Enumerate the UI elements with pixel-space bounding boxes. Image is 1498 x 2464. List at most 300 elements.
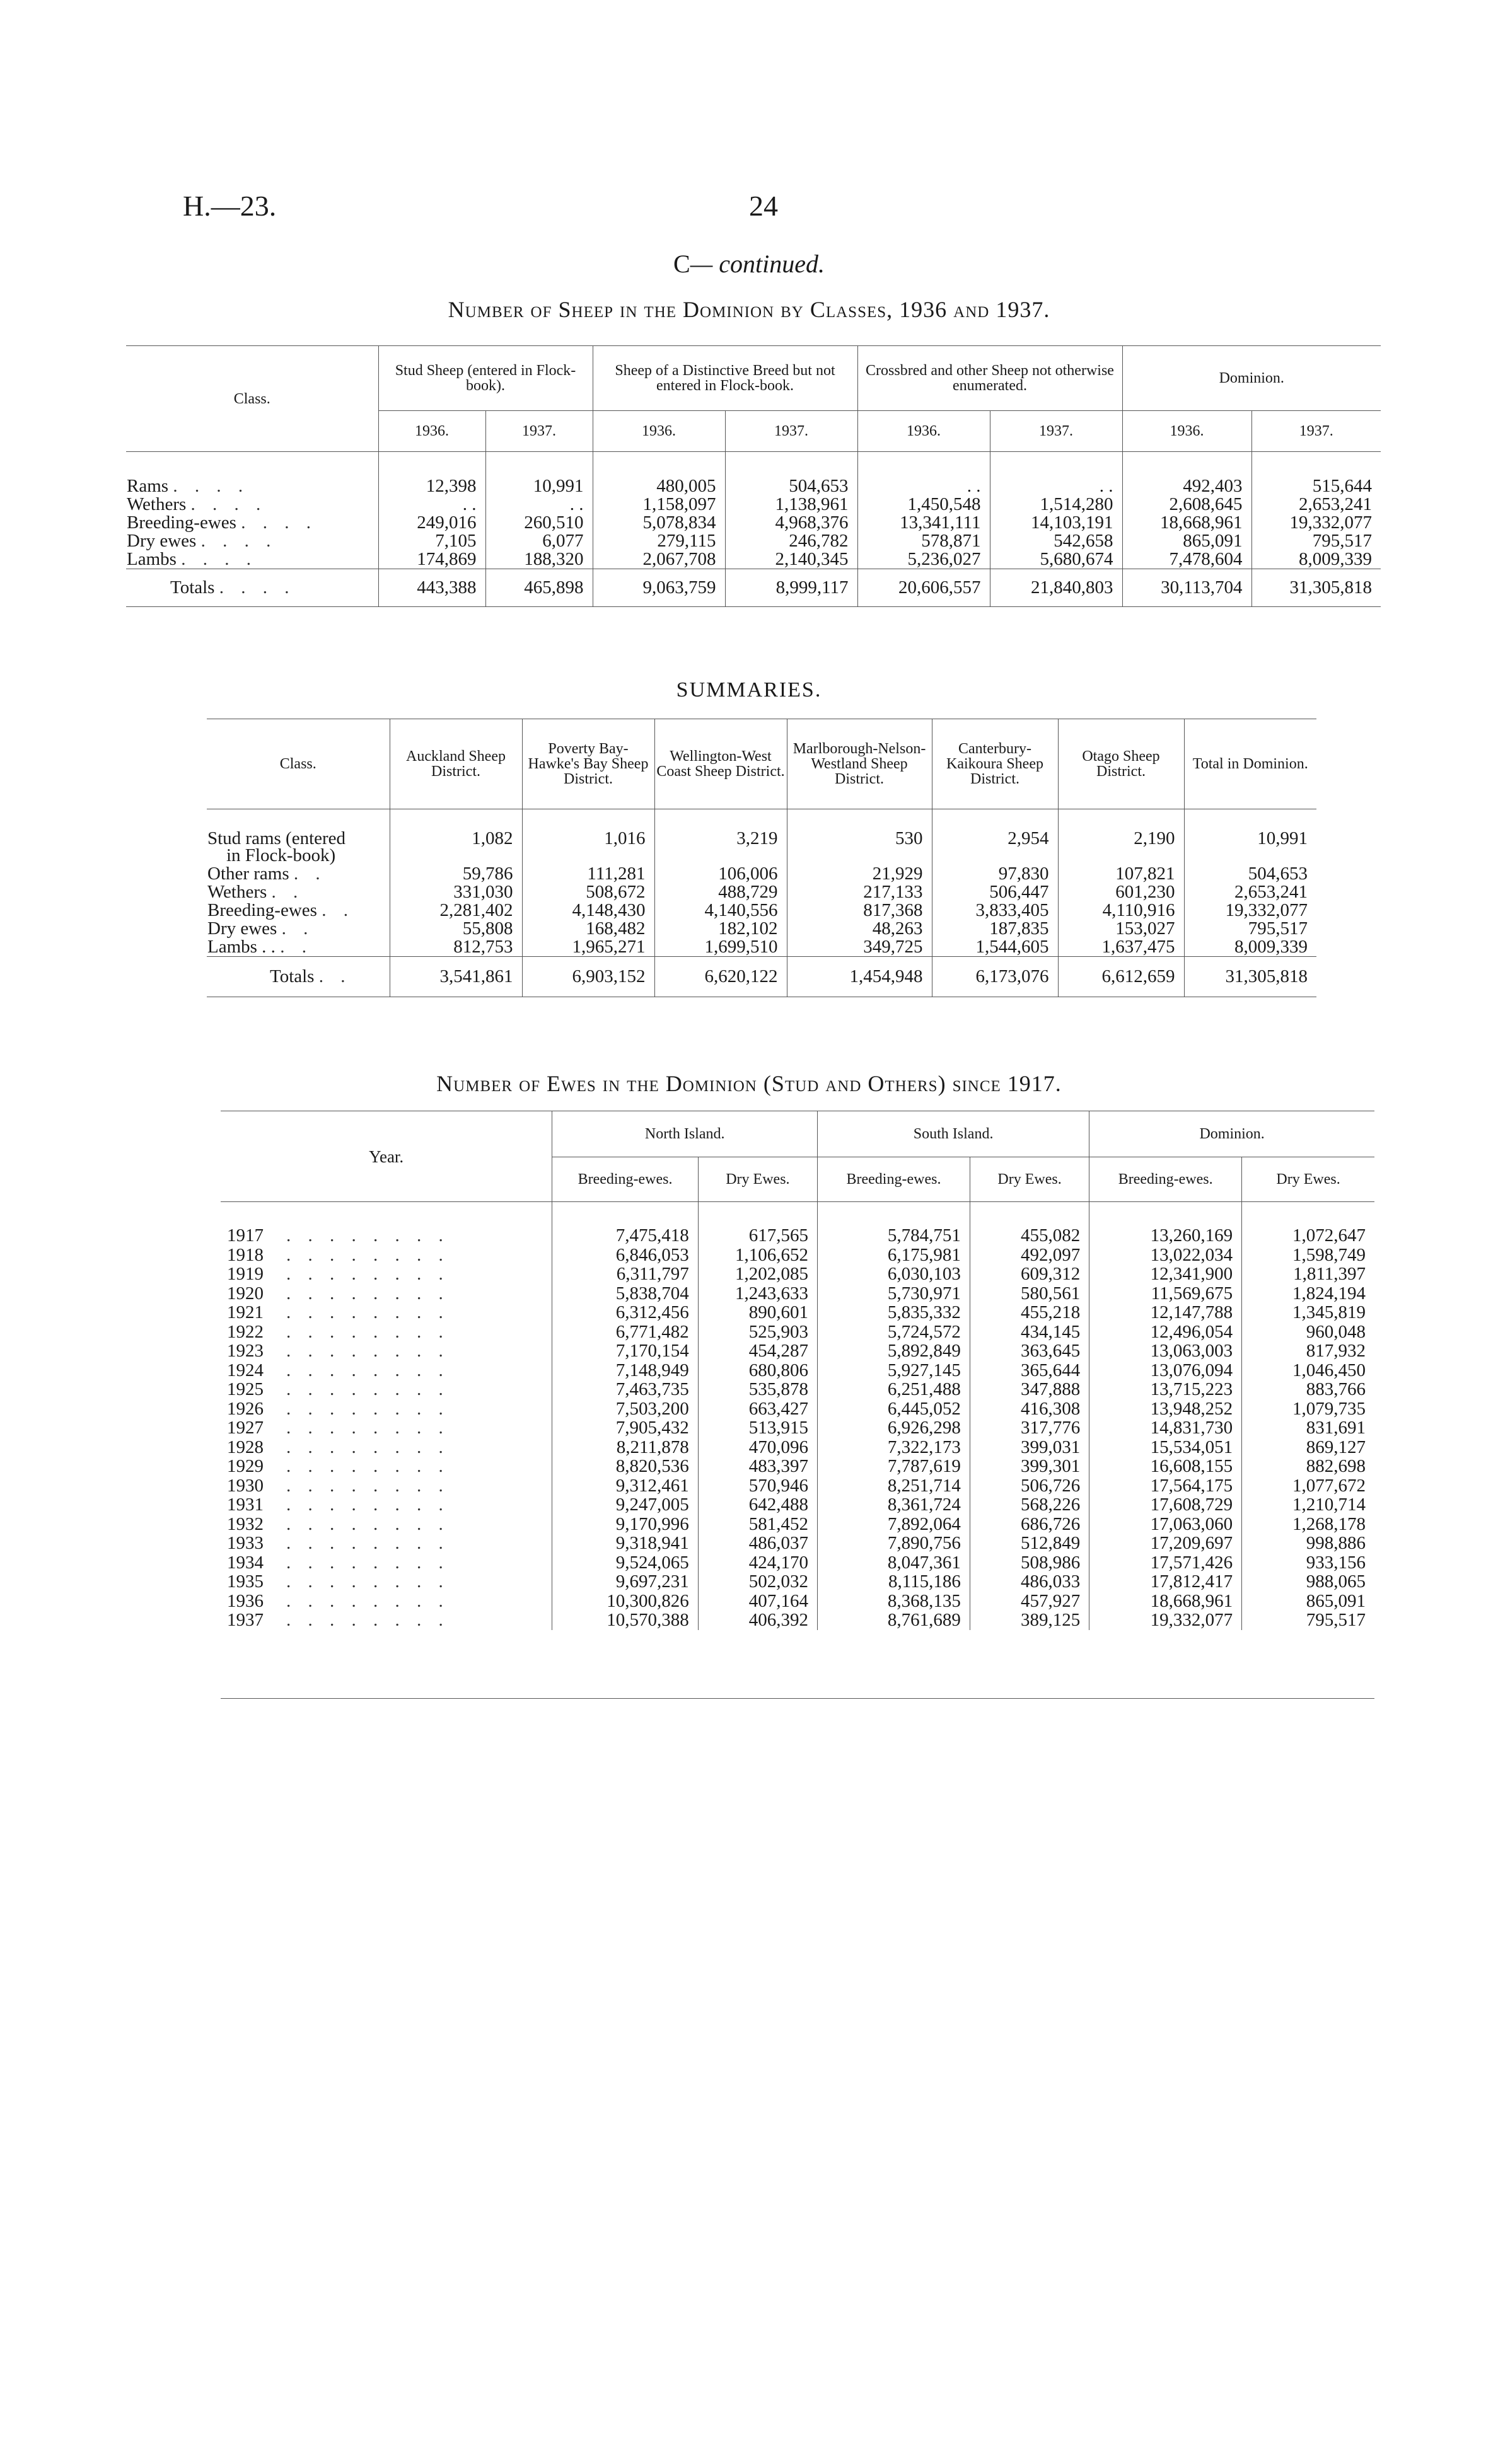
row-label-continued: in Flock-book) [226,845,336,865]
total-cell: 21,840,803 [990,569,1122,607]
cell: 17,209,697 [1089,1534,1242,1553]
cell: 21,929 [787,865,932,883]
cell: 9,697,231 [552,1572,698,1592]
cell: 454,287 [698,1341,817,1361]
group-header: Dominion. [1122,346,1381,411]
cell: 9,170,996 [552,1515,698,1534]
cell: 883,766 [1242,1380,1374,1399]
table-row [221,1553,1374,1573]
year-label: 1919 [227,1264,264,1284]
table-bottom-rule [221,1698,1374,1699]
total-cell: 465,898 [485,569,593,607]
cell: 7,105 [378,532,485,550]
cell: 246,782 [725,532,857,550]
cell: 7,890,756 [818,1534,970,1553]
year-label: 1917 [227,1225,264,1246]
district-header: Wellington-West Coast Sheep District. [654,719,787,809]
year-label: 1931 [227,1495,264,1515]
group-header: South Island. [818,1111,1089,1157]
cell: 12,341,900 [1089,1264,1242,1284]
cell: 581,452 [698,1515,817,1534]
cell: 19,332,077 [1184,901,1316,920]
cell: 1,079,735 [1242,1399,1374,1419]
cell: 882,698 [1242,1457,1374,1476]
section-heading [0,249,1498,279]
cell: 13,022,034 [1089,1246,1242,1265]
cell: 174,869 [378,550,485,569]
cell: 4,968,376 [725,514,857,532]
cell: 434,145 [970,1322,1089,1342]
table-row [221,1380,1374,1399]
year-header: 1936. [378,411,485,452]
cell: 18,668,961 [1122,514,1251,532]
cell: 424,170 [698,1553,817,1573]
cell: 2,653,241 [1184,883,1316,901]
row-label: Lambs . . [207,937,276,957]
cell: 2,608,645 [1122,495,1251,514]
cell: 15,534,051 [1089,1438,1242,1457]
leader-dots: . . [271,882,305,902]
cell: . . [485,495,593,514]
cell: 2,140,345 [725,550,857,569]
cell: 12,496,054 [1089,1322,1242,1342]
year-label: 1935 [227,1571,264,1592]
cell: 8,761,689 [818,1611,970,1630]
cell: 19,332,077 [1251,514,1381,532]
row-label: Dry ewes [207,918,277,939]
table-row [207,830,1316,865]
cell: 817,368 [787,901,932,920]
cell: 7,322,173 [818,1438,970,1457]
cell: 2,954 [932,830,1058,865]
cell: 578,871 [857,532,990,550]
cell: 1,016 [522,830,654,865]
row-label: Rams [127,476,169,496]
cell: 504,653 [1184,865,1316,883]
cell: 1,637,475 [1058,938,1184,957]
cell: 7,170,154 [552,1341,698,1361]
leader-dots: . . . . . . . . [286,1552,450,1573]
cell: 13,260,169 [1089,1226,1242,1246]
leader-dots: . . [322,900,354,920]
sheep-by-class-table [126,345,1381,607]
cell: 14,831,730 [1089,1418,1242,1438]
leader-dots: . . . . [200,531,277,551]
cell: . . [378,495,485,514]
year-label: 1926 [227,1398,264,1419]
cell: 480,005 [593,477,725,495]
year-label: 1924 [227,1360,264,1380]
cell: 508,672 [522,883,654,901]
leader-dots: . . . . . . . . [286,1571,450,1592]
leader-dots: . . . . . . . . [286,1398,450,1419]
table-row [126,550,1381,569]
year-label: 1933 [227,1533,264,1553]
leader-dots: . . . . . . . . [286,1264,450,1284]
row-label: Stud rams (entered [207,828,346,848]
row-label: Breeding-ewes [207,900,317,920]
cell: 17,063,060 [1089,1515,1242,1534]
cell: 1,699,510 [654,938,787,957]
cell: 890,601 [698,1303,817,1322]
cell: 13,948,252 [1089,1399,1242,1419]
totals-label: Totals [170,577,215,598]
cell: 580,561 [970,1284,1089,1304]
cell: 508,986 [970,1553,1089,1573]
cell: 506,726 [970,1476,1089,1496]
cell: 8,361,724 [818,1495,970,1515]
row-label: Breeding-ewes [127,512,236,533]
cell: 6,251,488 [818,1380,970,1399]
cell: 17,608,729 [1089,1495,1242,1515]
cell: 988,065 [1242,1572,1374,1592]
column-header: Breeding-ewes. [552,1157,698,1202]
year-label: 1934 [227,1552,264,1573]
totals-row [126,569,1381,607]
cell: 12,147,788 [1089,1303,1242,1322]
cell: 1,965,271 [522,938,654,957]
table-row [221,1284,1374,1304]
cell: 865,091 [1122,532,1251,550]
cell: 182,102 [654,920,787,938]
cell: 3,833,405 [932,901,1058,920]
leader-dots: . . . . . . . . [286,1610,450,1630]
summaries-table [207,719,1316,997]
table-row [207,865,1316,883]
leader-dots: . . . . . . . . [286,1360,450,1380]
district-header: Total in Dominion. [1184,719,1316,809]
year-label: 1936 [227,1590,264,1611]
cell: 869,127 [1242,1438,1374,1457]
cell: 217,133 [787,883,932,901]
cell: 6,846,053 [552,1246,698,1265]
cell: 8,820,536 [552,1457,698,1476]
cell: 16,608,155 [1089,1457,1242,1476]
table-row [221,1361,1374,1380]
row-label: Other rams [207,864,289,884]
class-header: Class. [279,756,316,772]
cell: 1,811,397 [1242,1264,1374,1284]
row-label: Dry ewes [127,531,197,551]
cell: 795,517 [1251,532,1381,550]
summaries-title: SUMMARIES. [676,678,822,702]
leader-dots: . . . . . . . . [286,1533,450,1553]
cell: 13,715,223 [1089,1380,1242,1399]
cell: 399,301 [970,1457,1089,1476]
table-row [126,477,1381,495]
cell: 260,510 [485,514,593,532]
cell: 6,445,052 [818,1399,970,1419]
leader-dots: . . . . . . . . [286,1456,450,1476]
year-header: Year. [221,1111,552,1202]
year-label: 1927 [227,1418,264,1438]
cell: 680,806 [698,1361,817,1380]
cell: 6,771,482 [552,1322,698,1342]
year-header: 1937. [485,411,593,452]
table-row [221,1572,1374,1592]
cell: 1,202,085 [698,1264,817,1284]
group-header: Sheep of a Distinctive Breed but not entered in Flock-book. [593,346,857,411]
year-label: 1932 [227,1513,264,1534]
table-row [126,532,1381,550]
cell: 525,903 [698,1322,817,1342]
cell: 492,097 [970,1246,1089,1265]
cell: 399,031 [970,1438,1089,1457]
cell: 3,219 [654,830,787,865]
table-row [221,1399,1374,1419]
total-cell: 30,113,704 [1122,569,1251,607]
year-header: 1936. [857,411,990,452]
cell: 457,927 [970,1592,1089,1611]
column-header: Dry Ewes. [698,1157,817,1202]
total-cell: 6,903,152 [522,957,654,997]
cell: 365,644 [970,1361,1089,1380]
leader-dots: . . . . [181,549,257,569]
column-header: Breeding-ewes. [1089,1157,1242,1202]
cell: 7,892,064 [818,1515,970,1534]
cell: 13,063,003 [1089,1341,1242,1361]
cell: 6,311,797 [552,1264,698,1284]
leader-dots: . . . . . . . . [286,1283,450,1304]
cell: 609,312 [970,1264,1089,1284]
cell: 389,125 [970,1611,1089,1630]
cell: 865,091 [1242,1592,1374,1611]
table-row [221,1534,1374,1553]
cell: 7,463,735 [552,1380,698,1399]
total-cell: 31,305,818 [1251,569,1381,607]
district-header: Poverty Bay-Hawke's Bay Sheep District. [522,719,654,809]
cell: 2,653,241 [1251,495,1381,514]
cell: 317,776 [970,1418,1089,1438]
year-label: 1920 [227,1283,264,1304]
year-header: 1937. [990,411,1122,452]
cell: 812,753 [390,938,522,957]
year-header: 1937. [1251,411,1381,452]
cell: 4,148,430 [522,901,654,920]
cell: 642,488 [698,1495,817,1515]
cell: 168,482 [522,920,654,938]
cell: 8,368,135 [818,1592,970,1611]
cell: 831,691 [1242,1418,1374,1438]
district-header: Otago Sheep District. [1058,719,1184,809]
year-label: 1929 [227,1456,264,1476]
group-header: Dominion. [1089,1111,1374,1157]
cell: 5,730,971 [818,1284,970,1304]
cell: 363,645 [970,1341,1089,1361]
cell: 570,946 [698,1476,817,1496]
cell: 5,784,751 [818,1226,970,1246]
cell: 795,517 [1242,1611,1374,1630]
year-label: 1918 [227,1244,264,1265]
year-header: 1937. [725,411,857,452]
district-header: Marlborough-Nelson-Westland Sheep District. [787,719,932,809]
cell: 8,211,878 [552,1438,698,1457]
table-row [221,1495,1374,1515]
year-header: 1936. [593,411,725,452]
totals-label: Totals [270,966,315,986]
cell: 5,838,704 [552,1284,698,1304]
cell: 542,658 [990,532,1122,550]
cell: 8,047,361 [818,1553,970,1573]
cell: 107,821 [1058,865,1184,883]
column-header: Dry Ewes. [970,1157,1089,1202]
year-label: 1928 [227,1437,264,1457]
cell: 488,729 [654,883,787,901]
cell: 8,115,186 [818,1572,970,1592]
row-label: Lambs [127,549,177,569]
table-row [207,883,1316,901]
total-cell: 9,063,759 [593,569,725,607]
cell: 502,032 [698,1572,817,1592]
cell: 1,243,633 [698,1284,817,1304]
cell: 10,570,388 [552,1611,698,1630]
cell: 55,808 [390,920,522,938]
column-header: Breeding-ewes. [818,1157,970,1202]
total-cell: 443,388 [378,569,485,607]
document-reference: H.—23. [183,190,277,222]
cell: 506,447 [932,883,1058,901]
cell: 416,308 [970,1399,1089,1419]
year-label: 1925 [227,1379,264,1399]
cell: 14,103,191 [990,514,1122,532]
row-label: Wethers [207,882,267,902]
cell: 5,835,332 [818,1303,970,1322]
leader-dots: . . . . . . . . [286,1302,450,1322]
cell: 6,312,456 [552,1303,698,1322]
cell: 1,158,097 [593,495,725,514]
cell: 406,392 [698,1611,817,1630]
cell: 8,009,339 [1184,938,1316,957]
class-header: Class. [126,346,378,452]
cell: 486,033 [970,1572,1089,1592]
leader-dots: . . . . [190,494,267,514]
cell: 10,991 [1184,830,1316,865]
total-cell: 8,999,117 [725,569,857,607]
cell: 1,450,548 [857,495,990,514]
cell: 18,668,961 [1089,1592,1242,1611]
cell: 106,006 [654,865,787,883]
cell: 617,565 [698,1226,817,1246]
leader-dots: . . . . . . . . [286,1513,450,1534]
cell: 535,878 [698,1380,817,1399]
group-header: North Island. [552,1111,818,1157]
year-label: 1923 [227,1341,264,1361]
cell: 13,341,111 [857,514,990,532]
leader-dots: . . . . . . . . [286,1341,450,1361]
cell: 188,320 [485,550,593,569]
section-letter: C [673,250,690,278]
cell: 5,892,849 [818,1341,970,1361]
section-continued: — continued. [690,250,825,278]
cell: 1,824,194 [1242,1284,1374,1304]
cell: . . [990,477,1122,495]
cell: 998,886 [1242,1534,1374,1553]
year-label: 1930 [227,1475,264,1496]
leader-dots: . . . . . . . . [286,1321,450,1342]
table-row [207,938,1316,957]
cell: 17,812,417 [1089,1572,1242,1592]
district-header: Canterbury-Kaikoura Sheep District. [932,719,1058,809]
cell: 9,318,941 [552,1534,698,1553]
leader-dots: . . . . . . . . [286,1495,450,1515]
table-row [221,1322,1374,1342]
cell: 4,110,916 [1058,901,1184,920]
cell: 7,148,949 [552,1361,698,1380]
cell: 8,251,714 [818,1476,970,1496]
leader-dots: . . [293,864,327,884]
cell: 1,138,961 [725,495,857,514]
cell: 7,478,604 [1122,550,1251,569]
cell: 686,726 [970,1515,1089,1534]
cell: 5,680,674 [990,550,1122,569]
ewes-since-1917-table [221,1111,1374,1630]
cell: 48,263 [787,920,932,938]
leader-dots: . . . . [173,476,250,496]
cell: 12,398 [378,477,485,495]
total-cell: 6,620,122 [654,957,787,997]
page-number: 24 [749,190,778,222]
table-row [221,1438,1374,1457]
table-row [221,1264,1374,1284]
cell: 6,926,298 [818,1418,970,1438]
cell: 492,403 [1122,477,1251,495]
cell: 7,905,432 [552,1418,698,1438]
year-label: 1921 [227,1302,264,1322]
cell: 1,046,450 [1242,1361,1374,1380]
cell: 2,190 [1058,830,1184,865]
cell: 483,397 [698,1457,817,1476]
cell: 504,653 [725,477,857,495]
cell: 515,644 [1251,477,1381,495]
year-label: 1922 [227,1321,264,1342]
table-row [126,495,1381,514]
group-header: Crossbred and other Sheep not otherwise enumerated. [857,346,1122,411]
cell: 512,849 [970,1534,1089,1553]
group-header: Stud Sheep (entered in Flock-book). [378,346,593,411]
column-header: Dry Ewes. [1242,1157,1374,1202]
cell: 279,115 [593,532,725,550]
cell: 1,106,652 [698,1246,817,1265]
cell: 470,096 [698,1438,817,1457]
cell: 331,030 [390,883,522,901]
cell: 1,514,280 [990,495,1122,514]
cell: 1,544,605 [932,938,1058,957]
table-row [207,901,1316,920]
cell: . . [857,477,990,495]
total-cell: 6,612,659 [1058,957,1184,997]
leader-dots: . . . . [241,512,317,533]
table-row [221,1226,1374,1246]
cell: 455,218 [970,1303,1089,1322]
leader-dots: . . . . . . . . [286,1418,450,1438]
cell: 1,268,178 [1242,1515,1374,1534]
totals-row [207,957,1316,997]
table-row [221,1303,1374,1322]
table-row [221,1476,1374,1496]
table-row [221,1611,1374,1630]
cell: 530 [787,830,932,865]
cell: 97,830 [932,865,1058,883]
cell: 9,247,005 [552,1495,698,1515]
cell: 7,787,619 [818,1457,970,1476]
cell: 568,226 [970,1495,1089,1515]
cell: 2,281,402 [390,901,522,920]
cell: 19,332,077 [1089,1611,1242,1630]
cell: 9,524,065 [552,1553,698,1573]
table-row [221,1341,1374,1361]
cell: 1,082 [390,830,522,865]
cell: 7,475,418 [552,1226,698,1246]
